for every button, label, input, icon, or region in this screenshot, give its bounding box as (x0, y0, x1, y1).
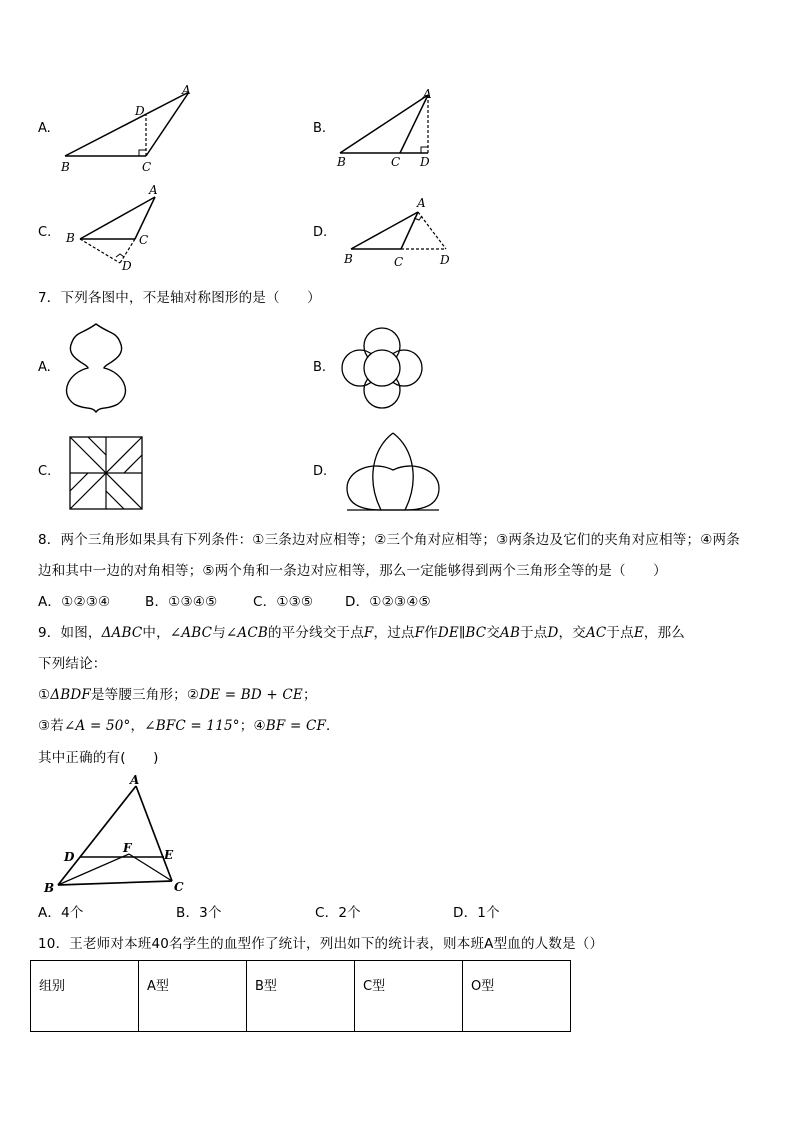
q6c-pt-a: A (149, 183, 158, 197)
q7-option-c-figure (68, 435, 146, 513)
q9-pt-e: E (164, 848, 174, 862)
q6c-pt-d: D (122, 259, 132, 273)
q6d-pt-b: B (344, 252, 353, 266)
q7-option-b-figure (340, 326, 425, 411)
q6a-pt-b: B (61, 160, 70, 174)
q9-pt-b: B (44, 881, 55, 895)
table-cell-group: 组别 (31, 961, 139, 1032)
q6-option-c-figure (60, 180, 170, 280)
q7-option-c-label: C. (38, 464, 52, 479)
q6a-pt-a: A (182, 83, 191, 97)
q9-figure (38, 772, 198, 897)
q6a-pt-d: D (135, 104, 145, 118)
q9-line-2: 下列结论： (38, 656, 107, 672)
table-cell-type-b: B型 (247, 961, 355, 1032)
q9-pt-c: C (174, 880, 184, 894)
q8-choice-a: A．①②③④ (38, 594, 111, 610)
q7-option-b-label: B. (313, 360, 327, 375)
q6-option-b-figure (332, 82, 452, 177)
q9-statement-1: ①ΔBDF是等腰三角形；②DE = BD + CE； (38, 687, 317, 703)
q10-stem: 10．王老师对本班40名学生的血型作了统计，列出如下的统计表，则本班A型血的人数是（） (38, 936, 604, 952)
q6-option-a-figure (55, 82, 205, 177)
q6d-pt-d: D (440, 253, 450, 267)
q6b-pt-c: C (391, 155, 401, 169)
q6d-pt-c: C (394, 255, 404, 269)
q8-choice-b: B．①③④⑤ (145, 594, 218, 610)
q9-choice-d: D．1个 (453, 905, 500, 921)
q6c-pt-c: C (139, 233, 149, 247)
q9-choice-c: C．2个 (315, 905, 361, 921)
q8-line-2: 边和其中一边的对角相等；⑤两个角和一条边对应相等，那么一定能够得到两个三角形全等的是（ ） (38, 563, 667, 579)
q9-choice-b: B．3个 (176, 905, 222, 921)
q6b-pt-a: A (423, 87, 432, 101)
q9-line-1: 9．如图，ΔABC中，∠ABC与∠ACB的平分线交于点F，过点F作DE∥BC交AB于点D，交AC于点E，那么 (38, 625, 685, 641)
q6b-pt-b: B (337, 155, 346, 169)
table-cell-type-o: O型 (463, 961, 571, 1032)
q7-stem: 7．下列各图中，不是轴对称图形的是（ ） (38, 290, 321, 306)
q7-option-a-figure (62, 320, 132, 415)
table-cell-type-c: C型 (355, 961, 463, 1032)
q6d-pt-a: A (417, 196, 426, 210)
q6-option-c-label: C. (38, 225, 52, 240)
q9-pt-d: D (64, 850, 75, 864)
table-cell-type-a: A型 (139, 961, 247, 1032)
q6-option-b-label: B. (313, 121, 327, 136)
q7-option-d-label: D. (313, 464, 328, 479)
blood-type-table (30, 960, 571, 1032)
q8-choice-d: D．①②③④⑤ (345, 594, 431, 610)
q7-option-a-label: A. (38, 360, 51, 375)
q9-ask: 其中正确的有( ) (38, 750, 159, 766)
q9-statement-2: ③若∠A = 50°，∠BFC = 115°；④BF = CF． (38, 718, 340, 734)
q8-line-1: 8．两个三角形如果具有下列条件：①三条边对应相等；②三个角对应相等；③两条边及它们的夹角对应相等；④两条 (38, 532, 740, 548)
q9-choice-a: A．4个 (38, 905, 84, 921)
table-row (31, 961, 571, 1032)
q6-option-d-figure (340, 190, 460, 275)
q6a-pt-c: C (142, 160, 152, 174)
q6-option-a-label: A. (38, 121, 51, 136)
q9-pt-a: A (130, 773, 140, 787)
q6c-pt-b: B (66, 231, 75, 245)
q8-choice-c: C．①③⑤ (253, 594, 314, 610)
q7-option-d-figure (343, 430, 443, 515)
q6b-pt-d: D (420, 155, 430, 169)
q6-option-d-label: D. (313, 225, 328, 240)
q9-pt-f: F (123, 841, 132, 855)
